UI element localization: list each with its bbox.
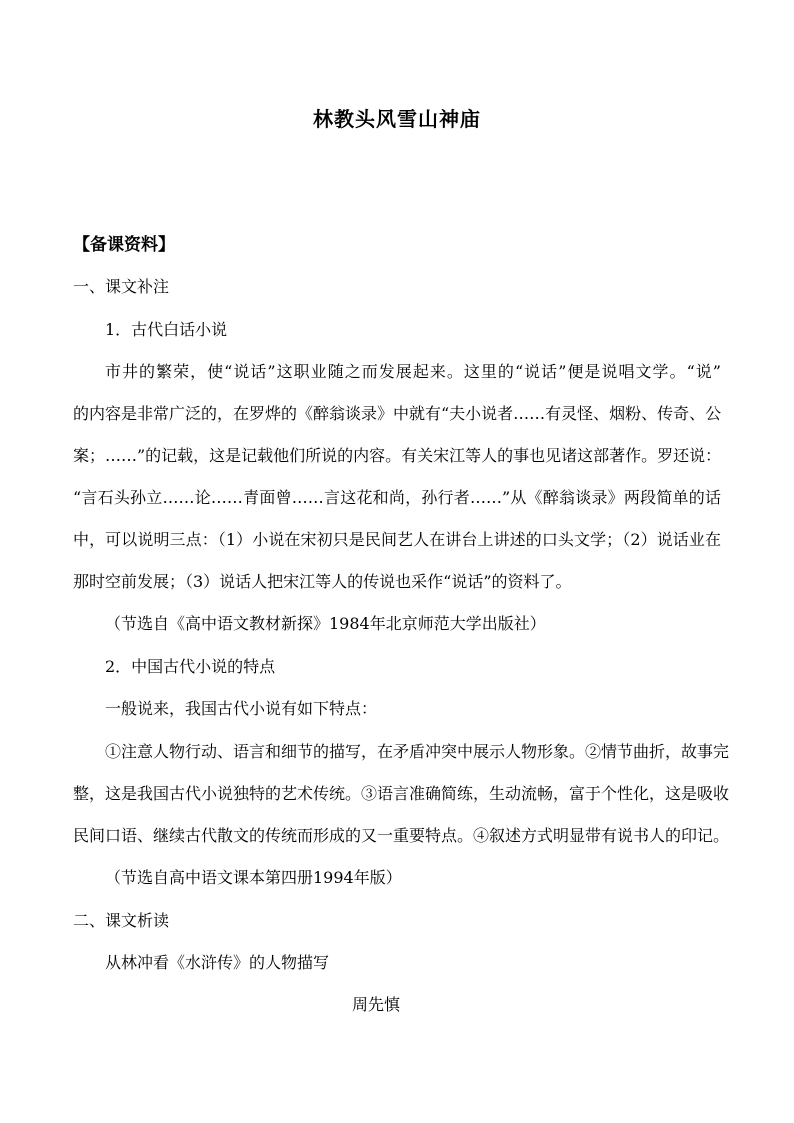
part1-heading: 一、课文补注: [73, 277, 170, 296]
article-title: 从林冲看《水浒传》的人物描写: [105, 953, 330, 972]
item2-source: （节选自高中语文课本第四册1994年版）: [105, 868, 402, 887]
document-title: 林教头风雪山神庙: [313, 107, 481, 131]
item2-intro: 一般说来，我国古代小说有如下特点：: [105, 699, 378, 718]
item1-source: （节选自《高中语文教材新探》1984年北京师范大学出版社）: [105, 614, 546, 633]
part2-heading: 二、课文析读: [73, 911, 170, 930]
item1-para-line-4: “言石头孙立……论……青面曾……言这花和尚，孙行者……”从《醉翁谈录》两段简单的话: [73, 488, 721, 507]
item1-para-line-5: 中，可以说明三点：（1）小说在宋初只是民间艺人在讲台上讲述的口头文学；（2）说话业在: [73, 530, 721, 549]
item2-para-line-3: 民间口语、继续古代散文的传统而形成的又一重要特点。④叙述方式明显带有说书人的印记。: [73, 826, 730, 845]
item2-heading: 2．中国古代小说的特点: [105, 657, 276, 676]
section-heading-prep: 【备课资料】: [73, 235, 175, 255]
article-author: 周先慎: [352, 995, 401, 1014]
item1-para-line-3: 案；……”的记载，这是记载他们所说的内容。有关宋江等人的事也见诸这部著作。罗还说：: [73, 446, 722, 465]
item1-heading: 1．古代白话小说: [105, 320, 228, 339]
item1-para-line-2: 的内容是非常广泛的，在罗烨的《醉翁谈录》中就有“夫小说者……有灵怪、烟粉、传奇、公: [73, 404, 722, 423]
item2-para-line-1: ①注意人物行动、语言和细节的描写，在矛盾冲突中展示人物形象。②情节曲折，故事完: [105, 742, 730, 761]
item1-para-line-1: 市井的繁荣，使“说话”这职业随之而发展起来。这里的“说话”便是说唱文学。“说”: [105, 362, 721, 381]
item1-para-line-6: 那时空前发展；（3）说话人把宋江等人的传说也采作“说话”的资料了。: [73, 572, 572, 591]
item2-para-line-2: 整，这是我国古代小说独特的艺术传统。③语言准确简练，生动流畅，富于个性化，这是吸收: [73, 784, 730, 803]
